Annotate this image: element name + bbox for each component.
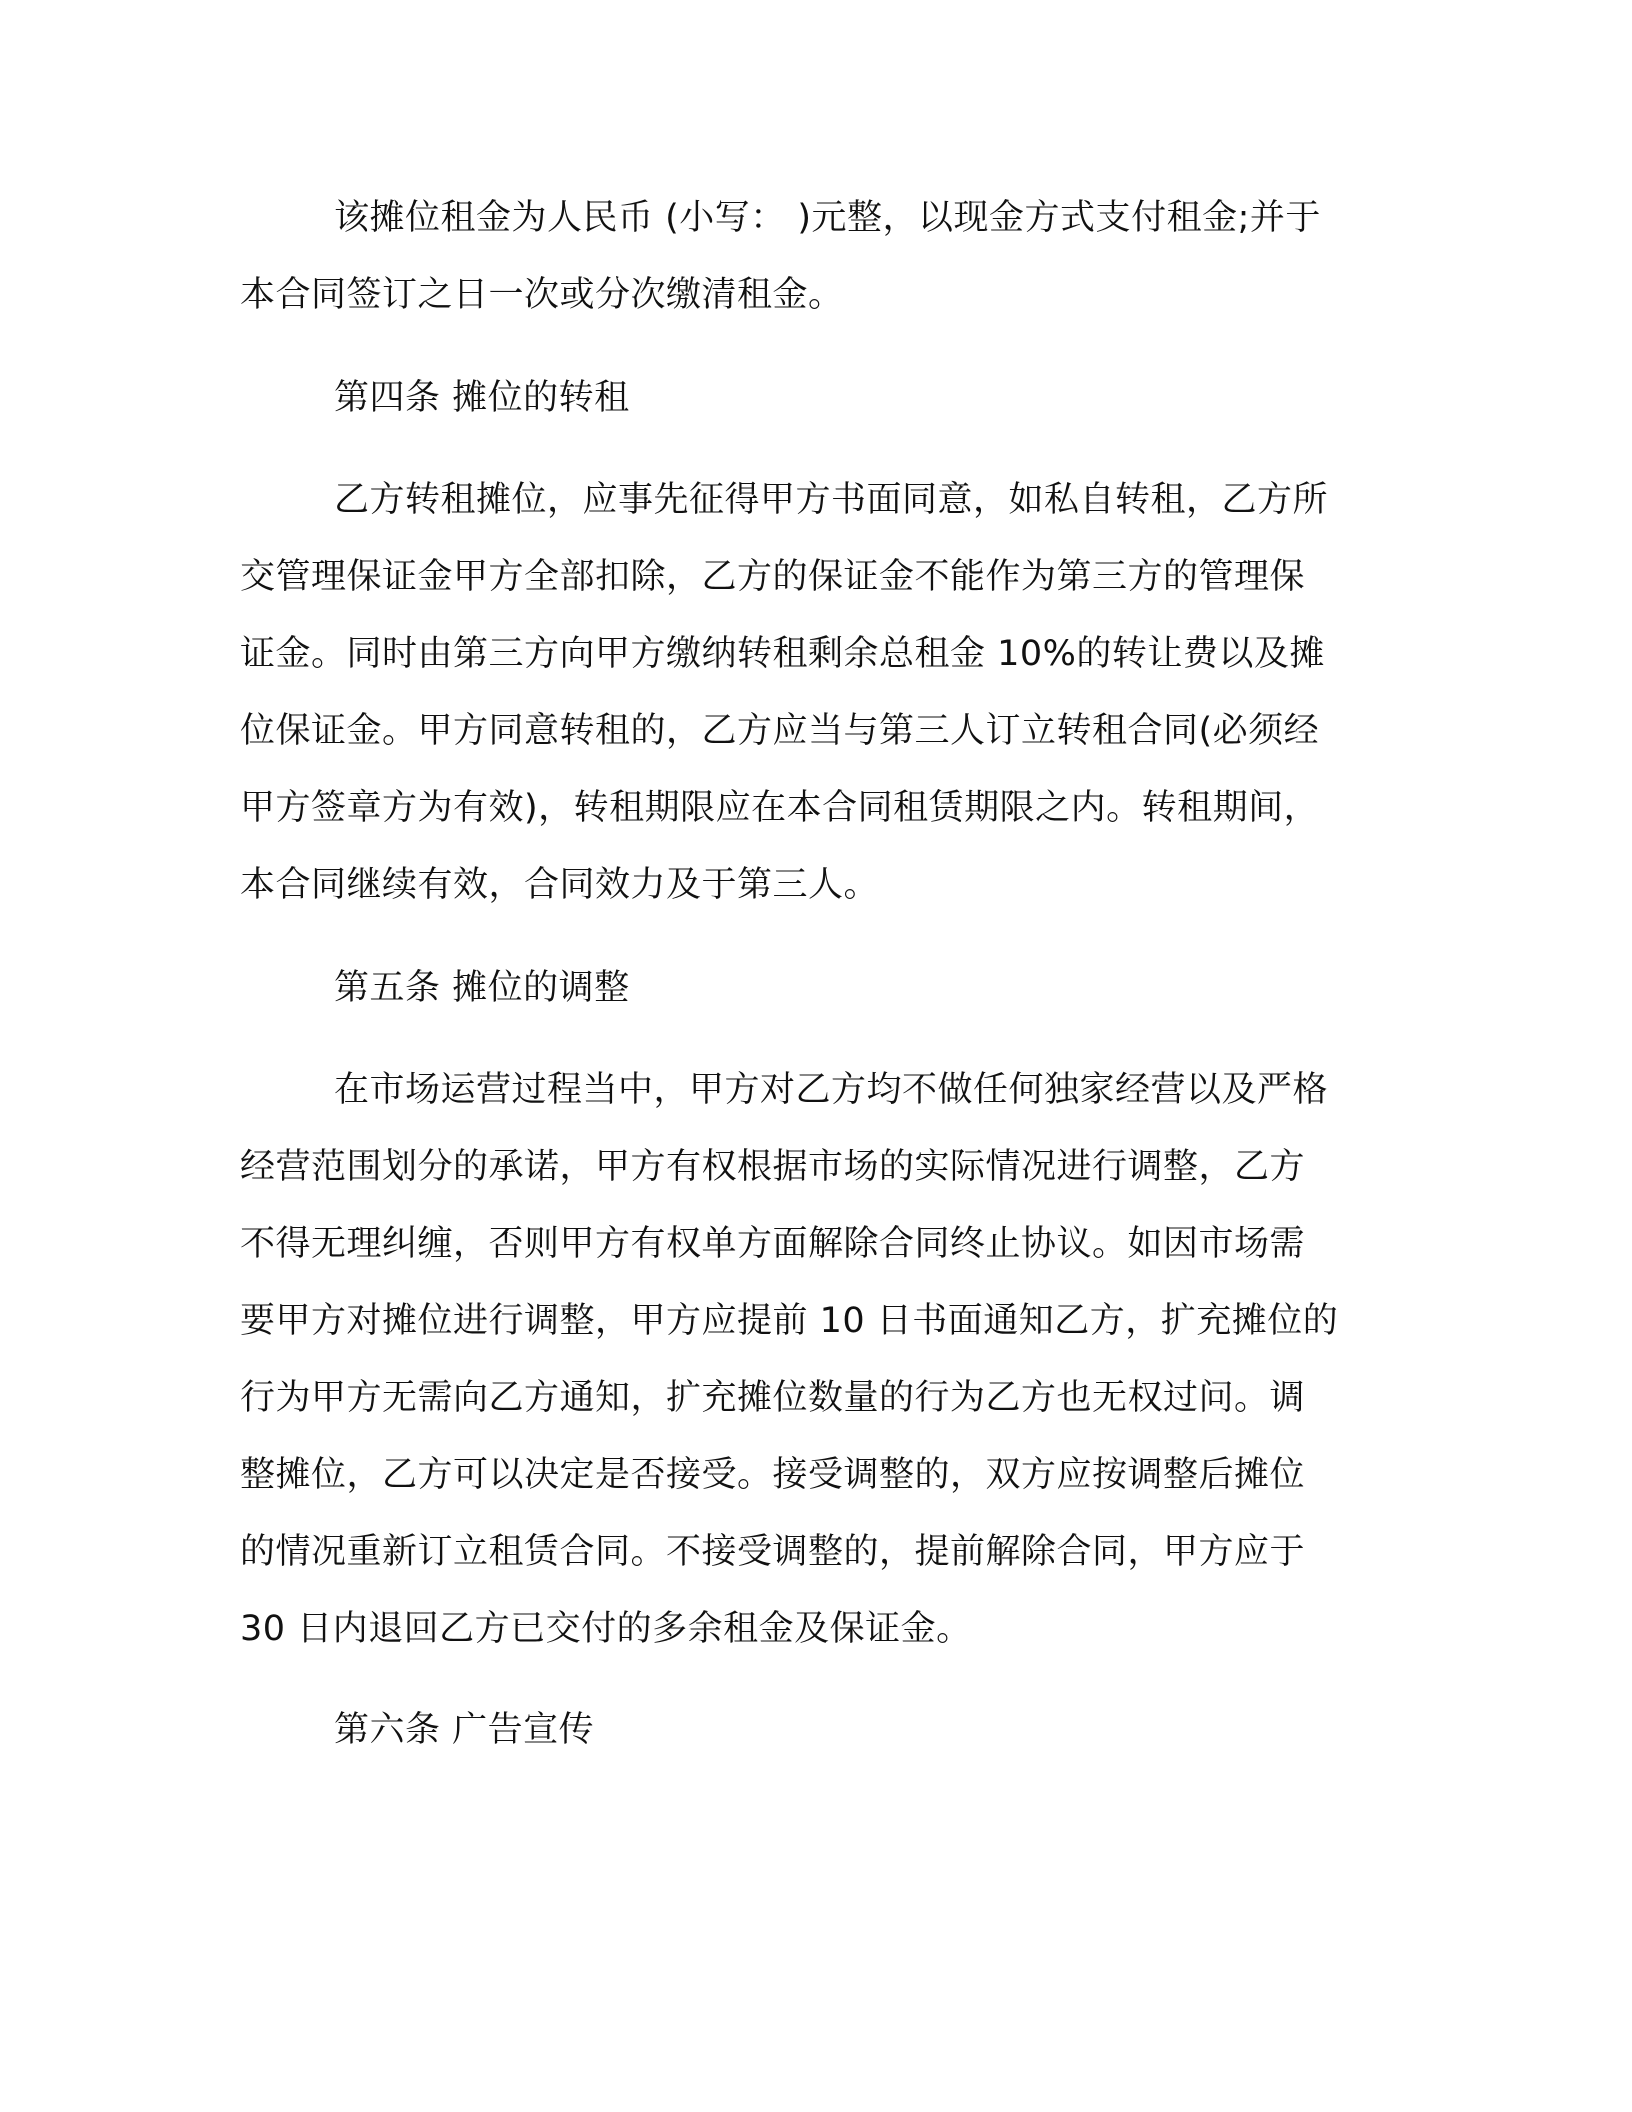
text-line: 乙方转租摊位，应事先征得甲方书面同意，如私自转租，乙方所 <box>334 480 1329 520</box>
heading-article-6: 第六条 广告宣传 <box>334 1710 595 1750</box>
text-line: 经营范围划分的承诺，甲方有权根据市场的实际情况进行调整，乙方 <box>240 1147 1306 1187</box>
text-line: 位保证金。甲方同意转租的，乙方应当与第三人订立转租合同(必须经 <box>240 711 1320 751</box>
heading-article-5: 第五条 摊位的调整 <box>334 968 630 1008</box>
text-line: 交管理保证金甲方全部扣除，乙方的保证金不能作为第三方的管理保 <box>240 557 1306 597</box>
text-line: 不得无理纠缠，否则甲方有权单方面解除合同终止协议。如因市场需 <box>240 1224 1306 1264</box>
paragraph-rent <box>240 180 1400 334</box>
text-line: 本合同签订之日一次或分次缴清租金。 <box>240 275 844 315</box>
text-line: 本合同继续有效，合同效力及于第三人。 <box>240 865 880 905</box>
text-line: 的情况重新订立租赁合同。不接受调整的，提前解除合同，甲方应于 <box>240 1532 1306 1572</box>
heading-article-4: 第四条 摊位的转租 <box>334 378 630 418</box>
text-line: 证金。同时由第三方向甲方缴纳转租剩余总租金 10%的转让费以及摊 <box>240 634 1325 674</box>
text-line: 整摊位，乙方可以决定是否接受。接受调整的，双方应按调整后摊位 <box>240 1455 1306 1495</box>
text-line: 该摊位租金为人民币 (小写： )元整，以现金方式支付租金;并于 <box>334 198 1321 238</box>
text-line: 行为甲方无需向乙方通知，扩充摊位数量的行为乙方也无权过问。调 <box>240 1378 1306 1418</box>
paragraph-sublease <box>240 462 1400 924</box>
paragraph-adjustment <box>240 1052 1400 1668</box>
text-line: 要甲方对摊位进行调整，甲方应提前 10 日书面通知乙方，扩充摊位的 <box>240 1301 1339 1341</box>
text-line: 30 日内退回乙方已交付的多余租金及保证金。 <box>240 1609 972 1649</box>
text-line: 甲方签章方为有效)，转租期限应在本合同租赁期限之内。转租期间， <box>240 788 1320 828</box>
text-line: 在市场运营过程当中，甲方对乙方均不做任何独家经营以及严格 <box>334 1070 1329 1110</box>
